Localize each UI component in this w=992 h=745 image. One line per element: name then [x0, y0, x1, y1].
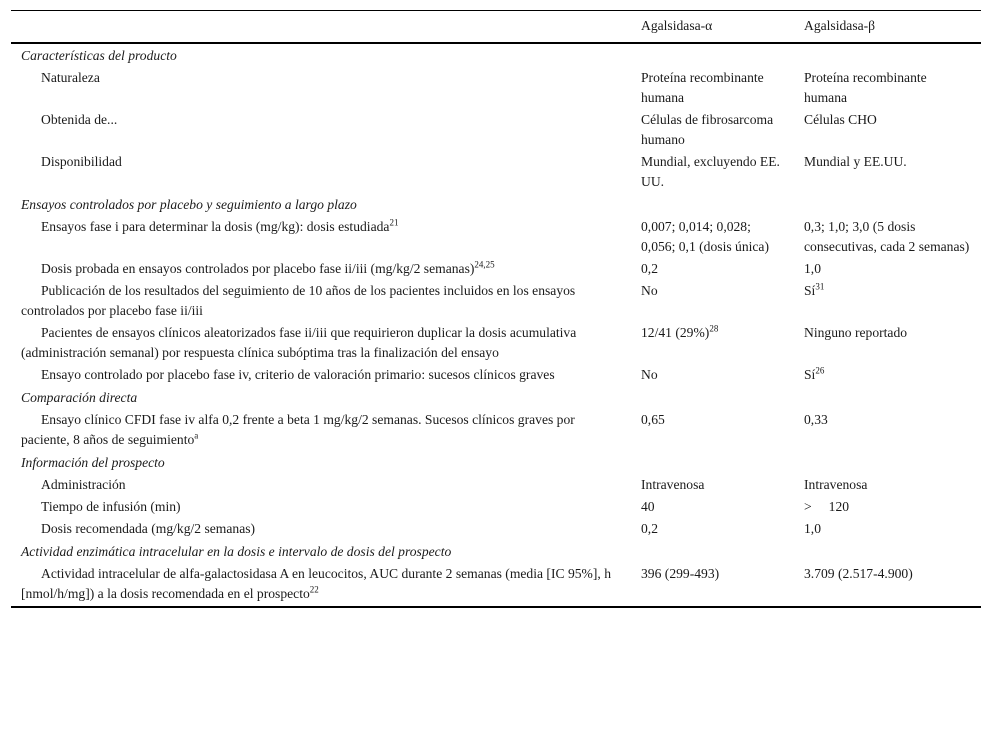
beta-value: 1,0 — [804, 261, 821, 276]
row-label-cell — [11, 497, 631, 519]
row-label-cell — [11, 152, 631, 194]
beta-value-cell — [794, 110, 981, 152]
row-label-cell — [11, 365, 631, 387]
alfa-value-cell — [631, 152, 794, 194]
section-title: Información del prospecto — [21, 455, 165, 470]
row-label: Pacientes de ensayos clínicos aleatorizados fase ii/iii que requirieron duplicar la dosis acumulativa (administración semanal) por respuesta clínica subóptima tras la finalización del ensayo — [21, 325, 577, 360]
table-body — [11, 43, 981, 607]
beta-value: Mundial y EE.UU. — [804, 154, 907, 169]
row-label-cell — [11, 110, 631, 152]
beta-value-cell — [794, 564, 981, 607]
beta-value-cell — [794, 497, 981, 519]
alfa-value: 0,2 — [641, 261, 658, 276]
table-row — [11, 475, 981, 497]
section-row — [11, 541, 981, 564]
alfa-value-cell — [631, 259, 794, 281]
row-label: Dosis probada en ensayos controlados por placebo fase ii/iii (mg/kg/2 semanas) — [41, 261, 475, 276]
row-label-cell — [11, 68, 631, 110]
alfa-value: 0,65 — [641, 412, 665, 427]
beta-value: Ninguno reportado — [804, 325, 908, 340]
table-row — [11, 68, 981, 110]
row-label: Administración — [41, 477, 126, 492]
alfa-value-cell — [631, 497, 794, 519]
header-characteristic — [11, 11, 631, 44]
section-title: Ensayos controlados por placebo y seguimiento a largo plazo — [21, 197, 357, 212]
alfa-value: 396 (299-493) — [641, 566, 720, 581]
alfa-value: 0,2 — [641, 521, 658, 536]
table-row — [11, 519, 981, 541]
row-label-cell — [11, 519, 631, 541]
header-agalsidase-alfa: Agalsidasa-α — [641, 18, 713, 33]
table-row — [11, 410, 981, 452]
row-label: Ensayos fase i para determinar la dosis (mg/kg): dosis estudiada — [41, 219, 390, 234]
alfa-value-cell — [631, 410, 794, 452]
beta-value: 0,33 — [804, 412, 828, 427]
table-row — [11, 152, 981, 194]
beta-value-cell — [794, 323, 981, 365]
beta-value: Intravenosa — [804, 477, 868, 492]
beta-value: Sí — [804, 367, 816, 382]
alfa-value-cell — [631, 564, 794, 607]
beta-value-cell — [794, 68, 981, 110]
beta-value-cell — [794, 365, 981, 387]
beta-value: > 120 — [804, 499, 850, 514]
alfa-value: 40 — [641, 499, 655, 514]
beta-value: Proteína recombinante humana — [804, 70, 931, 105]
header-agalsidase-beta: Agalsidasa-β — [804, 18, 876, 33]
reference-superscript: 26 — [815, 365, 825, 376]
row-label: Disponibilidad — [41, 154, 122, 169]
row-label: Tiempo de infusión (min) — [41, 499, 181, 514]
row-label-cell — [11, 259, 631, 281]
alfa-value: 12/41 (29%) — [641, 325, 710, 340]
row-label: Publicación de los resultados del seguimiento de 10 años de los pacientes incluidos en los ensayos controlados por placebo fase ii/iii — [21, 283, 576, 318]
beta-value-cell — [794, 281, 981, 323]
table-row — [11, 365, 981, 387]
row-label: Naturaleza — [41, 70, 100, 85]
table-row — [11, 217, 981, 259]
row-label-cell — [11, 564, 631, 607]
alfa-value: 0,007; 0,014; 0,028; 0,056; 0,1 (dosis única) — [641, 219, 769, 254]
beta-value: Sí — [804, 283, 816, 298]
alfa-value-cell — [631, 519, 794, 541]
section-title: Características del producto — [21, 48, 177, 63]
alfa-value: No — [641, 367, 658, 382]
row-label-cell — [11, 217, 631, 259]
row-label-cell — [11, 281, 631, 323]
reference-superscript: a — [194, 430, 199, 441]
reference-superscript: 31 — [815, 281, 825, 292]
row-label-cell — [11, 323, 631, 365]
section-row — [11, 43, 981, 68]
row-label: Ensayo controlado por placebo fase iv, criterio de valoración primario: sucesos clínicos graves — [41, 367, 555, 382]
row-label: Ensayo clínico CFDI fase iv alfa 0,2 frente a beta 1 mg/kg/2 semanas. Sucesos clínicos graves por paciente, 8 años de seguimiento — [21, 412, 575, 447]
table-row — [11, 259, 981, 281]
reference-superscript: 22 — [309, 584, 319, 595]
alfa-value: Mundial, excluyendo EE. UU. — [641, 154, 784, 189]
beta-value: 1,0 — [804, 521, 821, 536]
alfa-value-cell — [631, 323, 794, 365]
beta-value: 3.709 (2.517-4.900) — [804, 566, 913, 581]
table-row — [11, 110, 981, 152]
row-label-cell — [11, 475, 631, 497]
alfa-value: No — [641, 283, 658, 298]
alfa-value-cell — [631, 475, 794, 497]
comparison-table-container — [11, 10, 981, 608]
table-row — [11, 281, 981, 323]
alfa-value-cell — [631, 217, 794, 259]
alfa-value-cell — [631, 365, 794, 387]
table-row — [11, 564, 981, 607]
beta-value-cell — [794, 217, 981, 259]
row-label-cell — [11, 410, 631, 452]
beta-value-cell — [794, 410, 981, 452]
alfa-value-cell — [631, 281, 794, 323]
table-row — [11, 323, 981, 365]
beta-value-cell — [794, 475, 981, 497]
row-label: Obtenida de... — [41, 112, 118, 127]
alfa-value: Intravenosa — [641, 477, 705, 492]
alfa-value: Proteína recombinante humana — [641, 70, 768, 105]
section-title: Comparación directa — [21, 390, 138, 405]
beta-value-cell — [794, 152, 981, 194]
alfa-value-cell — [631, 68, 794, 110]
beta-value: Células CHO — [804, 112, 877, 127]
reference-superscript: 21 — [389, 217, 399, 228]
reference-superscript: 28 — [709, 323, 719, 334]
section-row — [11, 387, 981, 410]
beta-value: 0,3; 1,0; 3,0 (5 dosis consecutivas, cada 2 semanas) — [804, 219, 970, 254]
section-row — [11, 194, 981, 217]
beta-value-cell — [794, 519, 981, 541]
section-title: Actividad enzimática intracelular en la dosis e intervalo de dosis del prospecto — [21, 544, 452, 559]
section-row — [11, 452, 981, 475]
row-label: Actividad intracelular de alfa-galactosidasa A en leucocitos, AUC durante 2 semanas (media [IC 95%], h [nmol/h/mg]) a la dosis recomendada en el prospecto — [21, 566, 611, 601]
alfa-value-cell — [631, 110, 794, 152]
table-row — [11, 497, 981, 519]
comparison-table — [11, 10, 981, 608]
table-header — [11, 11, 981, 44]
alfa-value: Células de fibrosarcoma humano — [641, 112, 777, 147]
beta-value-cell — [794, 259, 981, 281]
reference-superscript: 24,25 — [474, 259, 495, 270]
row-label: Dosis recomendada (mg/kg/2 semanas) — [41, 521, 256, 536]
